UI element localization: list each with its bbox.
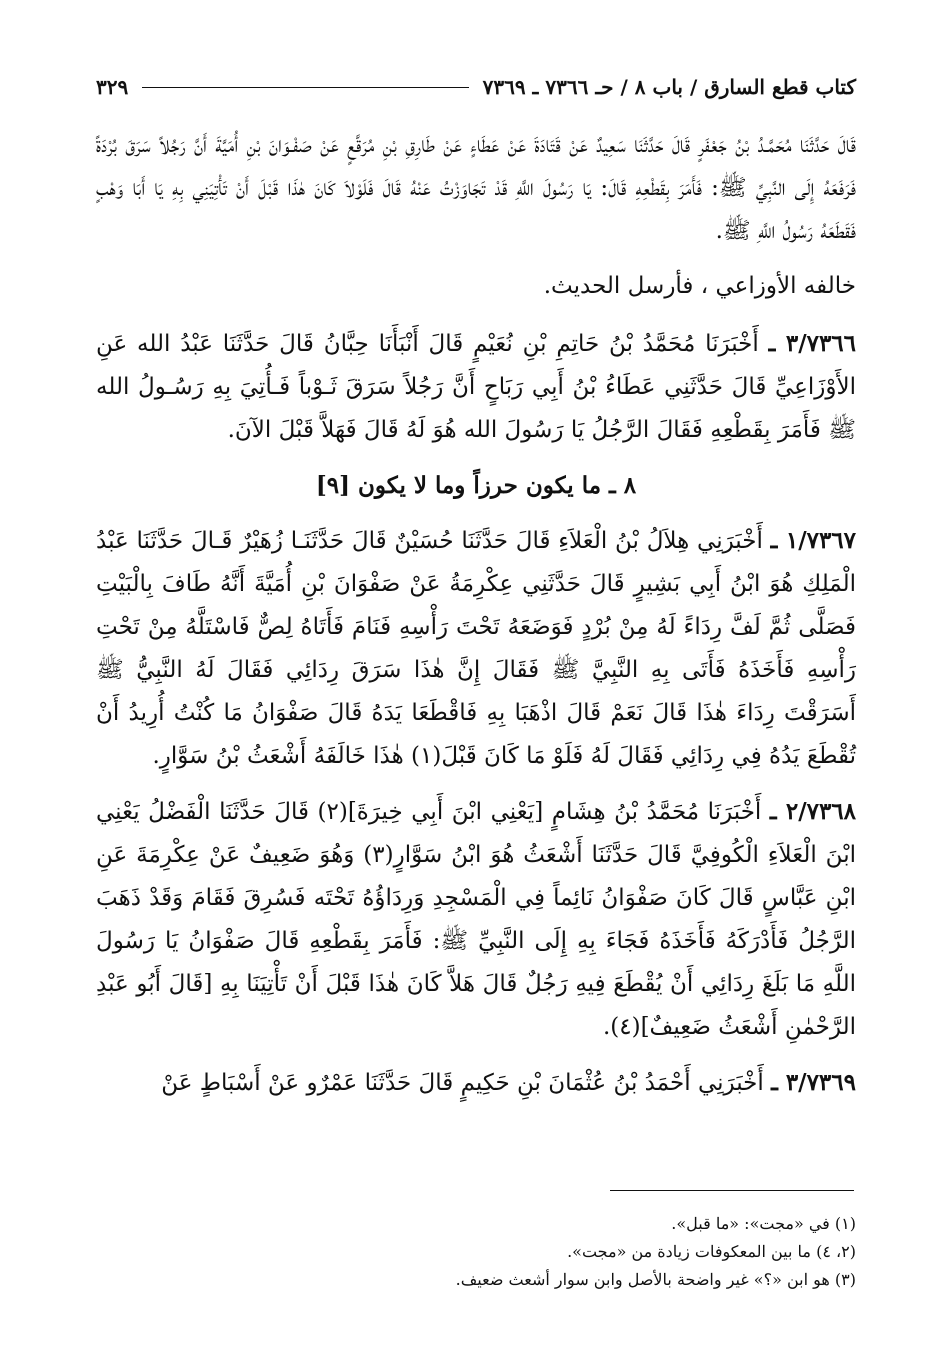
- footnote-3: (٣) هو ابن «؟» غير واضحة بالأصل وابن سوار أشعث ضعيف.: [455, 1270, 856, 1289]
- header-title: كتاب قطع السارق / باب ٨ / حـ ٧٣٦٦ ـ ٧٣٦٩: [482, 75, 856, 99]
- hadith-text: أَخْبَرَنِي هِلاَلُ بْنُ الْعَلاَءِ قَالَ حَدَّثَنَا حُسَيْنٌ قَالَ حَدَّثَنَـا زُهَيْرٌ قَـالَ حَدَّثَنَا عَبْدُ الْمَلِكِ هُوَ ابْنُ أَبِي بَشِيرٍ قَالَ حَدَّثَنِي عِكْرِمَةُ عَنْ صَفْوَانَ بْنِ أُمَيَّةَ أَنَّهُ طَافَ بِالْبَيْتِ فَصَلَّى ثُمَّ لَفَّ رِدَاءً لَهُ مِنْ بُرْدٍ فَوَضَعَهُ تَحْتَ رَأْسِهِ فَنَامَ فَأَتَاهُ لِصٌّ فَاسْتَلَّهُ مِنْ تَحْتِ رَأْسِهِ فَأَخَذَهُ فَأَتَى بِهِ النَّبِيَّ ﷺ فَقَالَ إِنَّ هٰذَا سَرَقَ رِدَائِي فَقَالَ لَهُ النَّبِيُّ ﷺ أَسَرَقْتَ رِدَاءَ هٰذَا قَالَ نَعَمْ قَالَ اذْهَبَا بِهِ فَاقْطَعَا يَدَهُ قَالَ صَفْوَانُ مَا كُنْتُ أُرِيدُ أَنْ تُقْطَعَ يَدُهُ فِي رِدَائِي فَقَالَ لَهُ فَلَوْ مَا كَانَ قَبْلَ(١) هٰذَا خَالَفَهُ أَشْعَثُ بْنُ سَوَّارٍ.: [96, 528, 856, 769]
- hadith-number: ٣/٧٣٦٦ ـ: [768, 330, 857, 357]
- footnote-1: (١) في «مجت»: «ما قبل».: [671, 1214, 856, 1233]
- paragraph-text: خالفه الأوزاعي ، فأرسل الحديث.: [543, 273, 856, 299]
- hadith-7368: [96, 790, 856, 1049]
- chapter-heading: ٨ ـ ما يكون حرزاً وما لا يكون [٩]: [315, 472, 637, 499]
- running-header: [96, 70, 856, 104]
- paragraph-text: قَالَ حَدَّثَنَا مُحَمَّـدُ بْنُ جَعْفَرٍ قَالَ حَدَّثَنَا سَعِيدٌ عَنْ قَتَادَةَ عَنْ عَطَاءٍ عَنْ طَارِقِ بْنِ مُرَقَّعٍ عَنْ صَفْـوَانَ بْنِ أُمَيَّةَ أَنَّ رَجُلاً سَرَقَ بُرْدَةً فَرَفَعَهُ إِلَى النَّبِيِّ ﷺ: فَأَمَرَ بِقَطْعِهِ قَالَ: يَا رَسُولَ اللَّهِ قَدْ تَجَاوَزْتُ عَنْهُ قَالَ فَلَوْلاَ كَانَ هٰذَا قَبْلَ أَنْ تَأْتِيَنِي بِهِ يَا أَبَا وَهْبٍ فَقَطَعَهُ رَسُولُ اللَّهِ ﷺ.: [96, 132, 856, 244]
- footnote-2: (٢، ٤) ما بين المعكوفات زيادة من «مجت».: [567, 1242, 856, 1261]
- page-number: ٣٢٩: [96, 75, 129, 99]
- paragraph-note: [96, 265, 856, 308]
- hadith-text: أَخْبَرَنَا مُحَمَّدُ بْنُ حَاتِمِ بْنِ نُعَيْمٍ قَالَ أَنْبَأَنَا حِبَّانُ قَالَ حَدَّثَنَا عَبْدُ الله عَنِ الأَوْزَاعِيِّ قَالَ حَدَّثَنِي عَطَاءُ بْنُ أَبِي رَبَاحٍ أَنَّ رَجُلاً سَرَقَ ثَـوْباً فَـأُتِيَ بِهِ رَسُـولُ الله ﷺ فَأَمَرَ بِقَطْعِهِ فَقَالَ الرَّجُلُ يَا رَسُولَ الله هُوَ لَهُ قَالَ فَهَلاَّ قَبْلَ الآنَ.: [96, 331, 856, 443]
- hadith-7369: [96, 1061, 856, 1105]
- hadith-7367: [96, 519, 856, 778]
- footnotes: [96, 1210, 856, 1294]
- header-rule: [142, 87, 468, 88]
- paragraph-continuation: [96, 124, 856, 253]
- hadith-number: ٢/٧٣٦٨ ـ: [769, 798, 857, 825]
- hadith-number: ١/٧٣٦٧ ـ: [770, 527, 857, 554]
- hadith-text: أَخْبَرَنَا مُحَمَّدُ بْنُ هِشَامٍ [يَعْنِي ابْنَ أَبِي خِيرَةَ](٢) قَالَ حَدَّثَنَا الْفَضْلُ يَعْنِي ابْنَ الْعَلاَءِ الْكُوفِيَّ قَالَ حَدَّثَنَا أَشْعَثُ هُوَ ابْنُ سَوَّارٍ(٣) وَهُوَ ضَعِيفٌ عَنْ عِكْرِمَةَ عَنِ ابْنِ عَبَّاسٍ قَالَ كَانَ صَفْوَانُ نَائِماً فِي الْمَسْجِدِ وَرِدَاؤُهُ تَحْتَه فَسُرِقَ فَقَامَ وَقَدْ ذَهَبَ الرَّجُلُ فَأَدْرَكَهُ فَأَخَذَهُ فَجَاءَ بِهِ إِلَى النَّبِيِّ ﷺ: فَأَمَرَ بِقَطْعِهِ قَالَ صَفْوَانُ يَا رَسُولَ اللَّهِ مَا بَلَغَ رِدَائِي أَنْ يُقْطَعَ فِيهِ رَجُلٌ قَالَ هَلاَّ كَانَ هٰذَا قَبْلَ أَنْ تَأْتِيَنَا بِهِ [قَالَ أَبُو عَبْدِ الرَّحْمٰنِ أَشْعَثُ ضَعِيفٌ](٤).: [96, 799, 856, 1040]
- hadith-7366: [96, 322, 856, 452]
- hadith-text: أَخْبَرَنِي أَحْمَدُ بْنُ عُثْمَانَ بْنِ حَكِيمٍ قَالَ حَدَّثَنَا عَمْرٌو عَنْ أَسْبَاطٍ عَنْ: [161, 1070, 764, 1096]
- footnote-divider: [610, 1190, 854, 1191]
- main-text: [96, 124, 856, 1117]
- hadith-number: ٣/٧٣٦٩ ـ: [771, 1069, 856, 1096]
